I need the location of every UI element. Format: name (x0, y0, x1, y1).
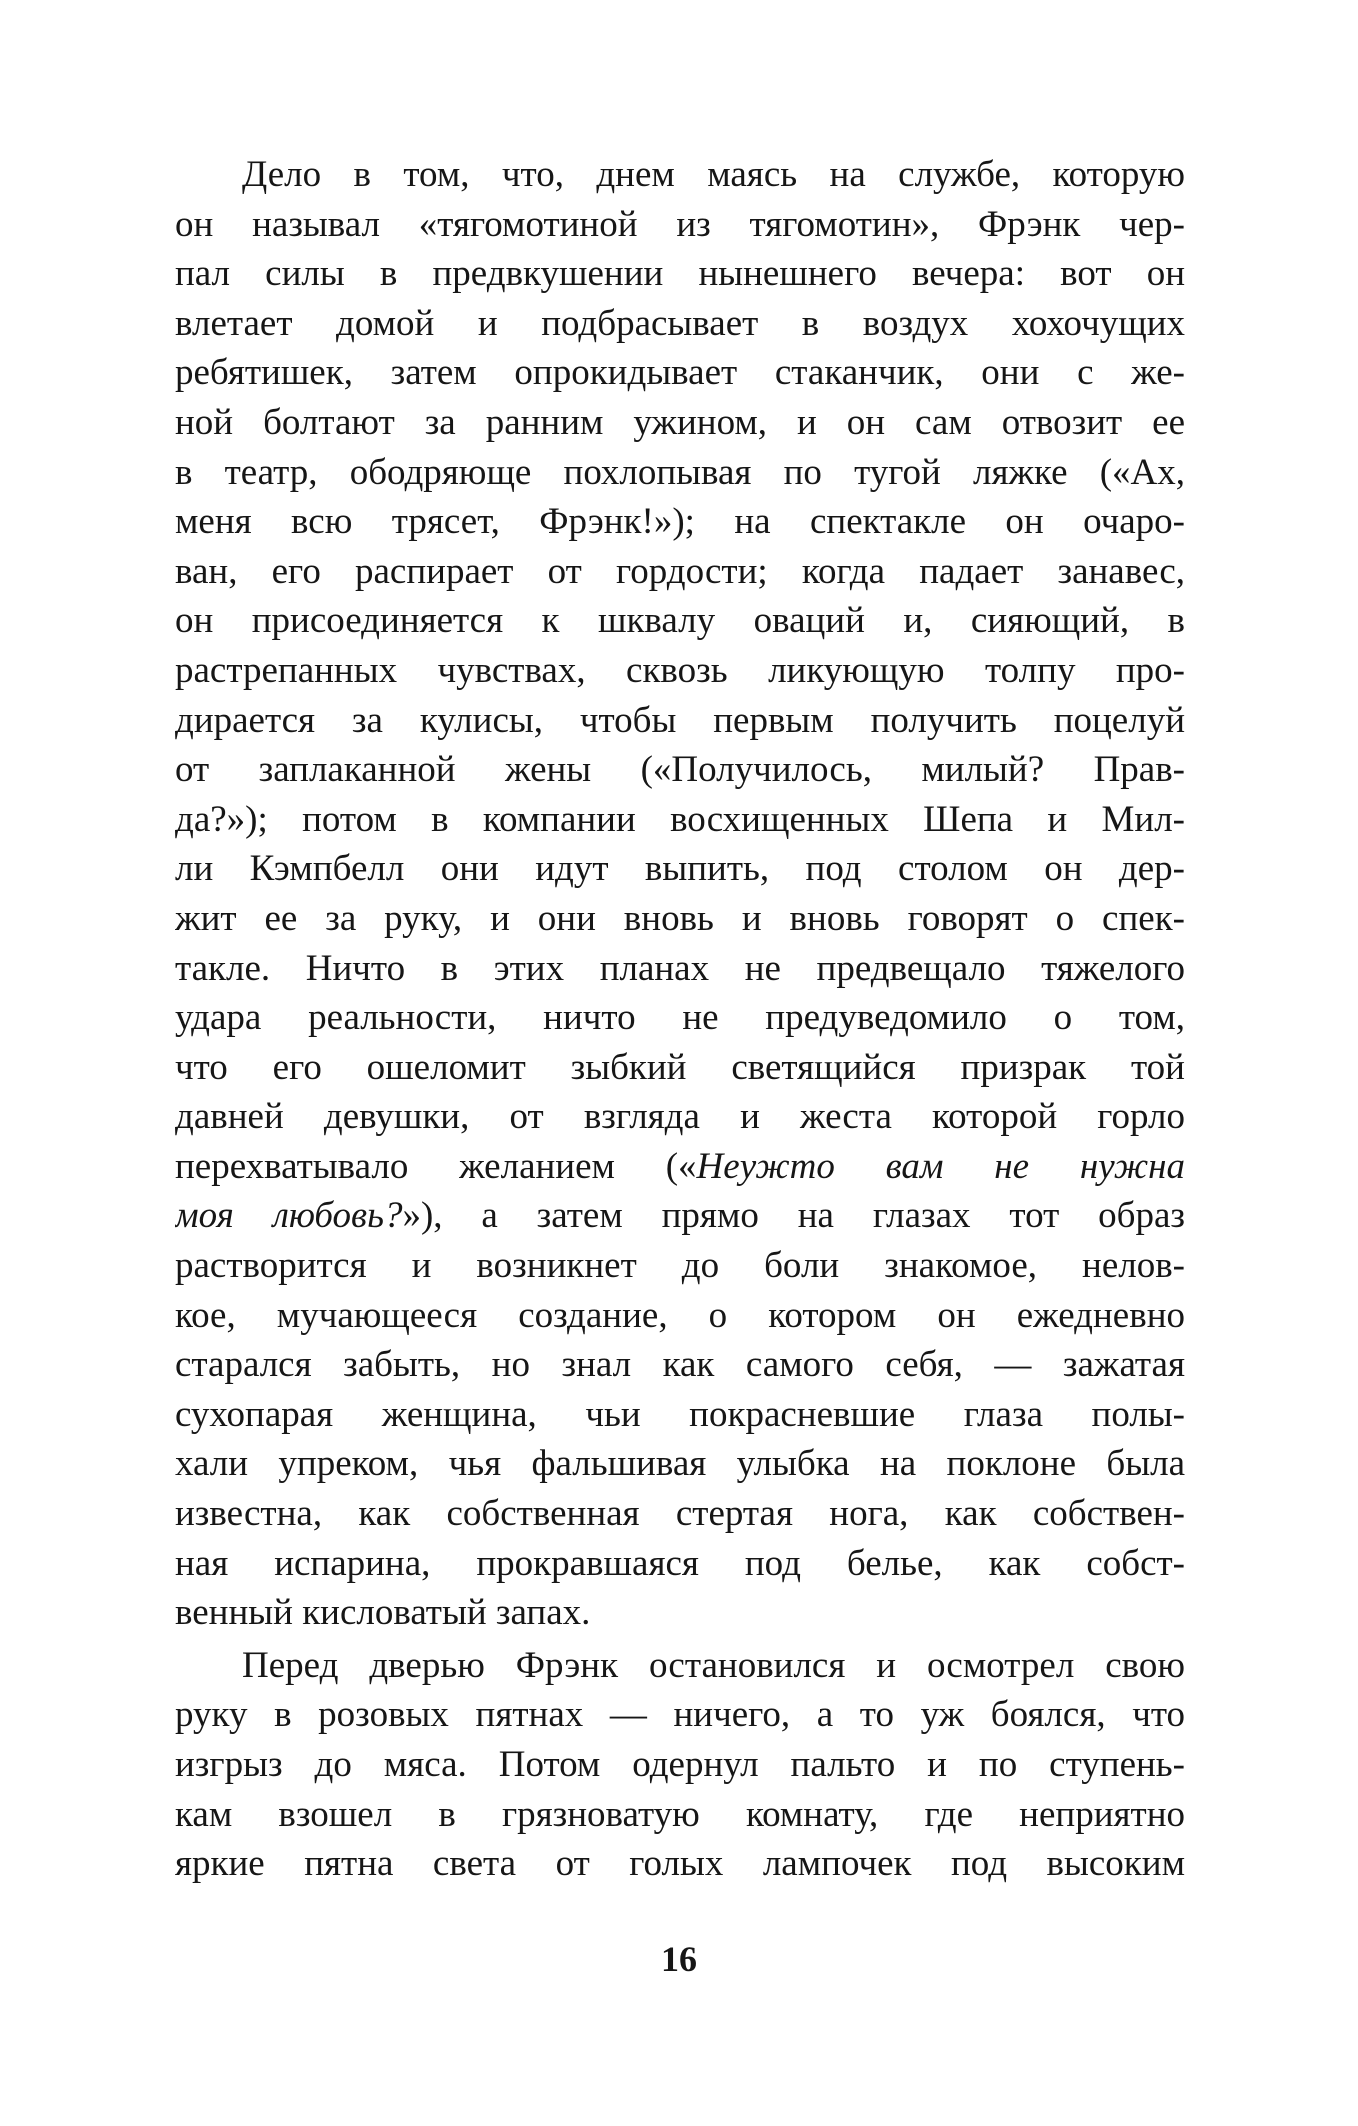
text-line: пал силы в предвкушении нынешнего вечера: вот он (175, 253, 1185, 295)
text-line: ли Кэмпбелл они идут выпить, под столом он дер- (175, 848, 1185, 890)
text-line: моя любовь?»), а затем прямо на глазах тот образ (175, 1195, 1185, 1237)
text-line: в театр, ободряюще похлопывая по тугой ляжке («Ах, (175, 451, 1185, 493)
text-line: такле. Ничто в этих планах не предвещало тяжелого (175, 947, 1185, 989)
text-line: Перед дверью Фрэнк остановился и осмотрел свою (242, 1644, 1185, 1686)
text-line: ребятишек, затем опрокидывает стаканчик, они с же- (175, 352, 1185, 394)
text-line: влетает домой и подбрасывает в воздух хохочущих (175, 302, 1185, 344)
text-line: от заплаканной жены («Получилось, милый? Прав- (175, 749, 1185, 791)
text-line: венный кисловатый запах. (175, 1592, 591, 1634)
text-line: он присоединяется к шквалу оваций и, сияющий, в (175, 600, 1185, 642)
text-line: кое, мучающееся создание, о котором он ежедневно (175, 1294, 1185, 1336)
paragraph (175, 1641, 1185, 1889)
text-line: известна, как собственная стертая нога, как собствен- (175, 1493, 1185, 1535)
text-line: ван, его распирает от гордости; когда падает занавес, (175, 550, 1185, 592)
text-line: руку в розовых пятнах — ничего, а то уж боялся, что (175, 1694, 1185, 1736)
text-line: да?»); потом в компании восхищенных Шепа и Мил- (175, 798, 1185, 840)
paragraph (175, 150, 1185, 1638)
italic-quote: Неужто вам не нужна (696, 1145, 1185, 1187)
text-line: дирается за кулисы, чтобы первым получить поцелуй (175, 699, 1185, 741)
text-line: перехватывало желанием («Неужто вам не нужна (175, 1145, 1185, 1187)
text-line: яркие пятна света от голых лампочек под высоким (175, 1843, 1185, 1885)
text-line: Дело в том, что, днем маясь на службе, которую (242, 154, 1185, 195)
text-line: растрепанных чувствах, сквозь ликующую толпу про- (175, 649, 1185, 691)
text-line: ной болтают за ранним ужином, и он сам отвозит ее (175, 401, 1185, 443)
text-line: удара реальности, ничто не предуведомило о том, (175, 997, 1185, 1039)
body-text (175, 150, 1185, 1889)
text-line: давней девушки, от взгляда и жеста которой горло (175, 1096, 1185, 1138)
text-line: хали упреком, чья фальшивая улыбка на поклоне была (175, 1443, 1185, 1485)
text-line: жит ее за руку, и они вновь и вновь говорят о спек- (175, 897, 1185, 939)
text-line: старался забыть, но знал как самого себя, — зажатая (175, 1344, 1185, 1386)
page-number: 16 (661, 1939, 697, 1979)
text-line: изгрыз до мяса. Потом одернул пальто и по ступень- (175, 1744, 1185, 1785)
text-line: сухопарая женщина, чьи покрасневшие глаза полы- (175, 1393, 1185, 1435)
text-line: кам взошел в грязноватую комнату, где неприятно (175, 1793, 1185, 1835)
text-line: меня всю трясет, Фрэнк!»); на спектакле он очаро- (175, 501, 1185, 543)
text-line: он называл «тягомотиной из тягомотин», Фрэнк чер- (175, 203, 1185, 245)
text-line: что его ошеломит зыбкий светящийся призрак той (175, 1046, 1185, 1088)
italic-quote: моя любовь? (175, 1195, 403, 1237)
text-line: ная испарина, прокравшаяся под белье, как собст- (175, 1542, 1185, 1584)
text-line: растворится и возникнет до боли знакомое, нелов- (175, 1245, 1185, 1287)
